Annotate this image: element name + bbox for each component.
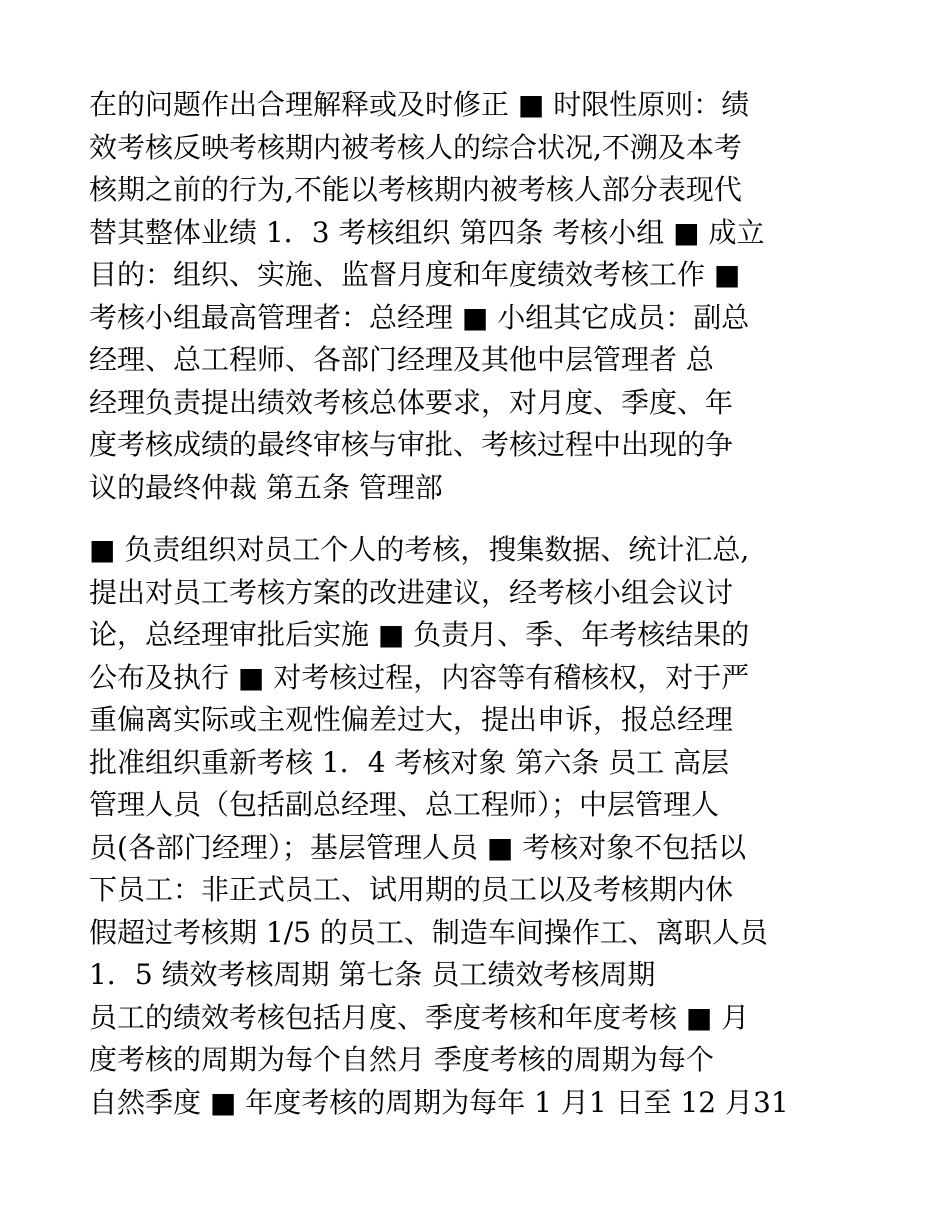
text-line: 员(各部门经理）；基层管理人员 ■ 考核对象不包括以	[89, 830, 747, 864]
text-line: 自然季度 ■ 年度考核的周期为每年 1 月1 日至 12 月31	[89, 1085, 789, 1119]
text-line: 提出对员工考核方案的改进建议，经考核小组会议讨	[89, 575, 734, 609]
text-line: ■ 负责组织对员工个人的考核，搜集数据、统计汇总,	[89, 533, 750, 566]
text-line: 管理人员（包括副总经理、总工程师）；中层管理人	[89, 788, 720, 821]
text-line: 重偏离实际或主观性偏差过大，提出申诉，报总经理	[89, 703, 734, 736]
text-line: 目的：组织、实施、监督月度和年度绩效考核工作 ■	[89, 258, 741, 291]
paragraph-1	[89, 84, 879, 509]
text-line: 论，总经理审批后实施 ■ 负责月、季、年考核结果的	[89, 618, 750, 651]
text-line: 假超过考核期 1/5 的员工、制造车间操作工、离职人员	[89, 915, 768, 949]
text-line: 批准组织重新考核 1．4 考核对象 第六条 员工 高层	[89, 745, 730, 779]
text-line: 1．5 绩效考核周期 第七条 员工绩效考核周期	[89, 958, 656, 991]
text-line: 议的最终仲裁 第五条 管理部	[89, 470, 443, 504]
text-line: 效考核反映考核期内被考核人的综合状况,不溯及本考	[89, 130, 742, 164]
text-line: 度考核的周期为每个自然月 季度考核的周期为每个	[89, 1043, 714, 1076]
text-line: 公布及执行 ■ 对考核过程，内容等有稽核权，对于严	[89, 660, 750, 694]
text-line: 员工的绩效考核包括月度、季度考核和年度考核 ■ 月	[89, 1000, 750, 1034]
text-line: 在的问题作出合理解释或及时修正 ■ 时限性原则：绩	[89, 88, 750, 121]
text-line: 经理、总工程师、各部门经理及其他中层管理者 总	[89, 343, 714, 376]
paragraph-2	[89, 529, 879, 1124]
text-line: 下员工：非正式员工、试用期的员工以及考核期内休	[89, 873, 734, 906]
text-line: 经理负责提出绩效考核总体要求，对月度、季度、年	[89, 385, 734, 419]
text-line: 考核小组最高管理者：总经理 ■ 小组其它成员：副总	[89, 300, 750, 334]
text-line: 核期之前的行为,不能以考核期内被考核人部分表现代	[89, 173, 742, 206]
text-line: 度考核成绩的最终审核与审批、考核过程中出现的争	[89, 428, 734, 461]
text-line: 替其整体业绩 1．3 考核组织 第四条 考核小组 ■ 成立	[89, 215, 765, 249]
